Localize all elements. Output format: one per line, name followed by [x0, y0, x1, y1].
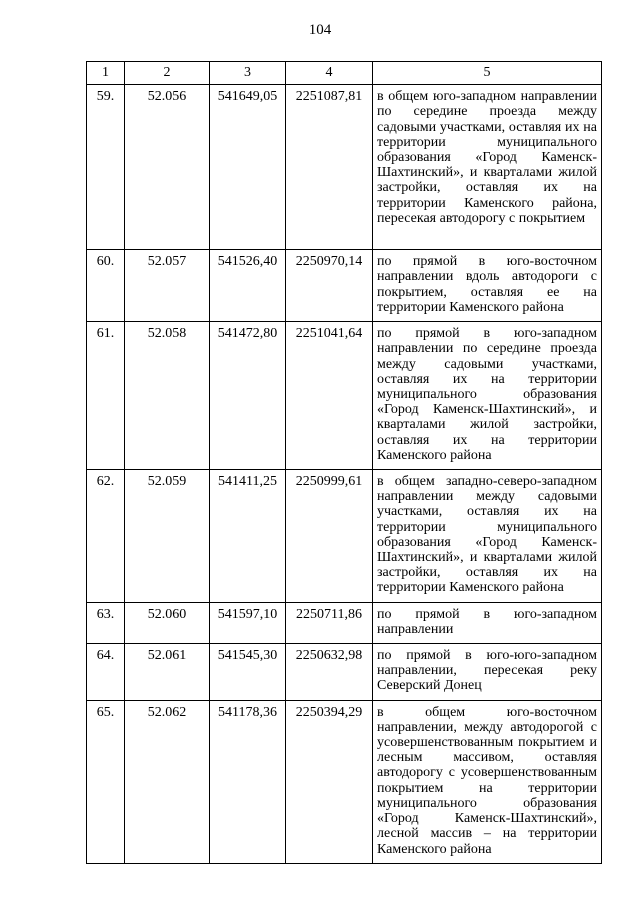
table-row — [87, 470, 602, 603]
column-header: 5 — [373, 62, 602, 85]
coordinate-x: 541411,25 — [210, 470, 286, 603]
coordinate-x: 541472,80 — [210, 322, 286, 470]
coordinate-x: 541649,05 — [210, 85, 286, 250]
column-header: 3 — [210, 62, 286, 85]
point-id: 52.061 — [125, 644, 210, 701]
row-number: 60. — [87, 250, 125, 322]
column-header: 2 — [125, 62, 210, 85]
row-number: 64. — [87, 644, 125, 701]
coordinate-x: 541178,36 — [210, 700, 286, 863]
point-id: 52.056 — [125, 85, 210, 250]
table-row — [87, 602, 602, 643]
boundary-description: в общем западно-северо-западном направлении между садовыми участками, оставляя их на территории муниципального образования «Город Каменск-Шахтинский», и кварталами жилой застройки, оставляя их на территории Каменского района — [373, 470, 602, 603]
coordinate-y: 2250394,29 — [286, 700, 373, 863]
boundary-description: в общем юго-восточном направлении, между автодорогой с усовершенствованным покрытием и лесным массивом, оставляя автодорогу с усовершенствованным покрытием на территории муниципального образования «Город Каменск-Шахтинский», лесной массив – на территории Каменского района — [373, 700, 602, 863]
coordinate-y: 2250632,98 — [286, 644, 373, 701]
coordinate-x: 541545,30 — [210, 644, 286, 701]
row-number: 59. — [87, 85, 125, 250]
page-number: 104 — [308, 22, 332, 38]
table-row — [87, 700, 602, 863]
point-id: 52.058 — [125, 322, 210, 470]
boundary-description: по прямой в юго-юго-западном направлении, пересекая реку Северский Донец — [373, 644, 602, 701]
boundary-table — [86, 61, 602, 864]
point-id: 52.057 — [125, 250, 210, 322]
boundary-description: по прямой в юго-западном направлении по середине проезда между садовыми участками, оставляя их на территории муниципального образования «Город Каменск-Шахтинский», и кварталами жилой застройки, оставляя их на территории Каменского района — [373, 322, 602, 470]
boundary-description: по прямой в юго-восточном направлении вдоль автодороги с покрытием, оставляя ее на территории Каменского района — [373, 250, 602, 322]
row-number: 61. — [87, 322, 125, 470]
table-row — [87, 644, 602, 701]
row-number: 65. — [87, 700, 125, 863]
coordinate-y: 2250999,61 — [286, 470, 373, 603]
point-id: 52.062 — [125, 700, 210, 863]
row-number: 63. — [87, 602, 125, 643]
boundary-description: по прямой в юго-западном направлении — [373, 602, 602, 643]
coordinate-y: 2251087,81 — [286, 85, 373, 250]
row-number: 62. — [87, 470, 125, 603]
column-header: 1 — [87, 62, 125, 85]
coordinate-x: 541597,10 — [210, 602, 286, 643]
table-row — [87, 322, 602, 470]
table-header-row — [87, 62, 602, 85]
column-header: 4 — [286, 62, 373, 85]
table-row — [87, 250, 602, 322]
boundary-description: в общем юго-западном направлении по середине проезда между садовыми участками, оставляя их на территории муниципального образования «Город Каменск-Шахтинский», и кварталами жилой застройки, оставляя их на территории Каменского района, пересекая автодорогу с покрытием — [373, 85, 602, 250]
table-row — [87, 85, 602, 250]
coordinate-y: 2251041,64 — [286, 322, 373, 470]
coordinate-y: 2250970,14 — [286, 250, 373, 322]
point-id: 52.060 — [125, 602, 210, 643]
point-id: 52.059 — [125, 470, 210, 603]
coordinate-y: 2250711,86 — [286, 602, 373, 643]
coordinate-x: 541526,40 — [210, 250, 286, 322]
